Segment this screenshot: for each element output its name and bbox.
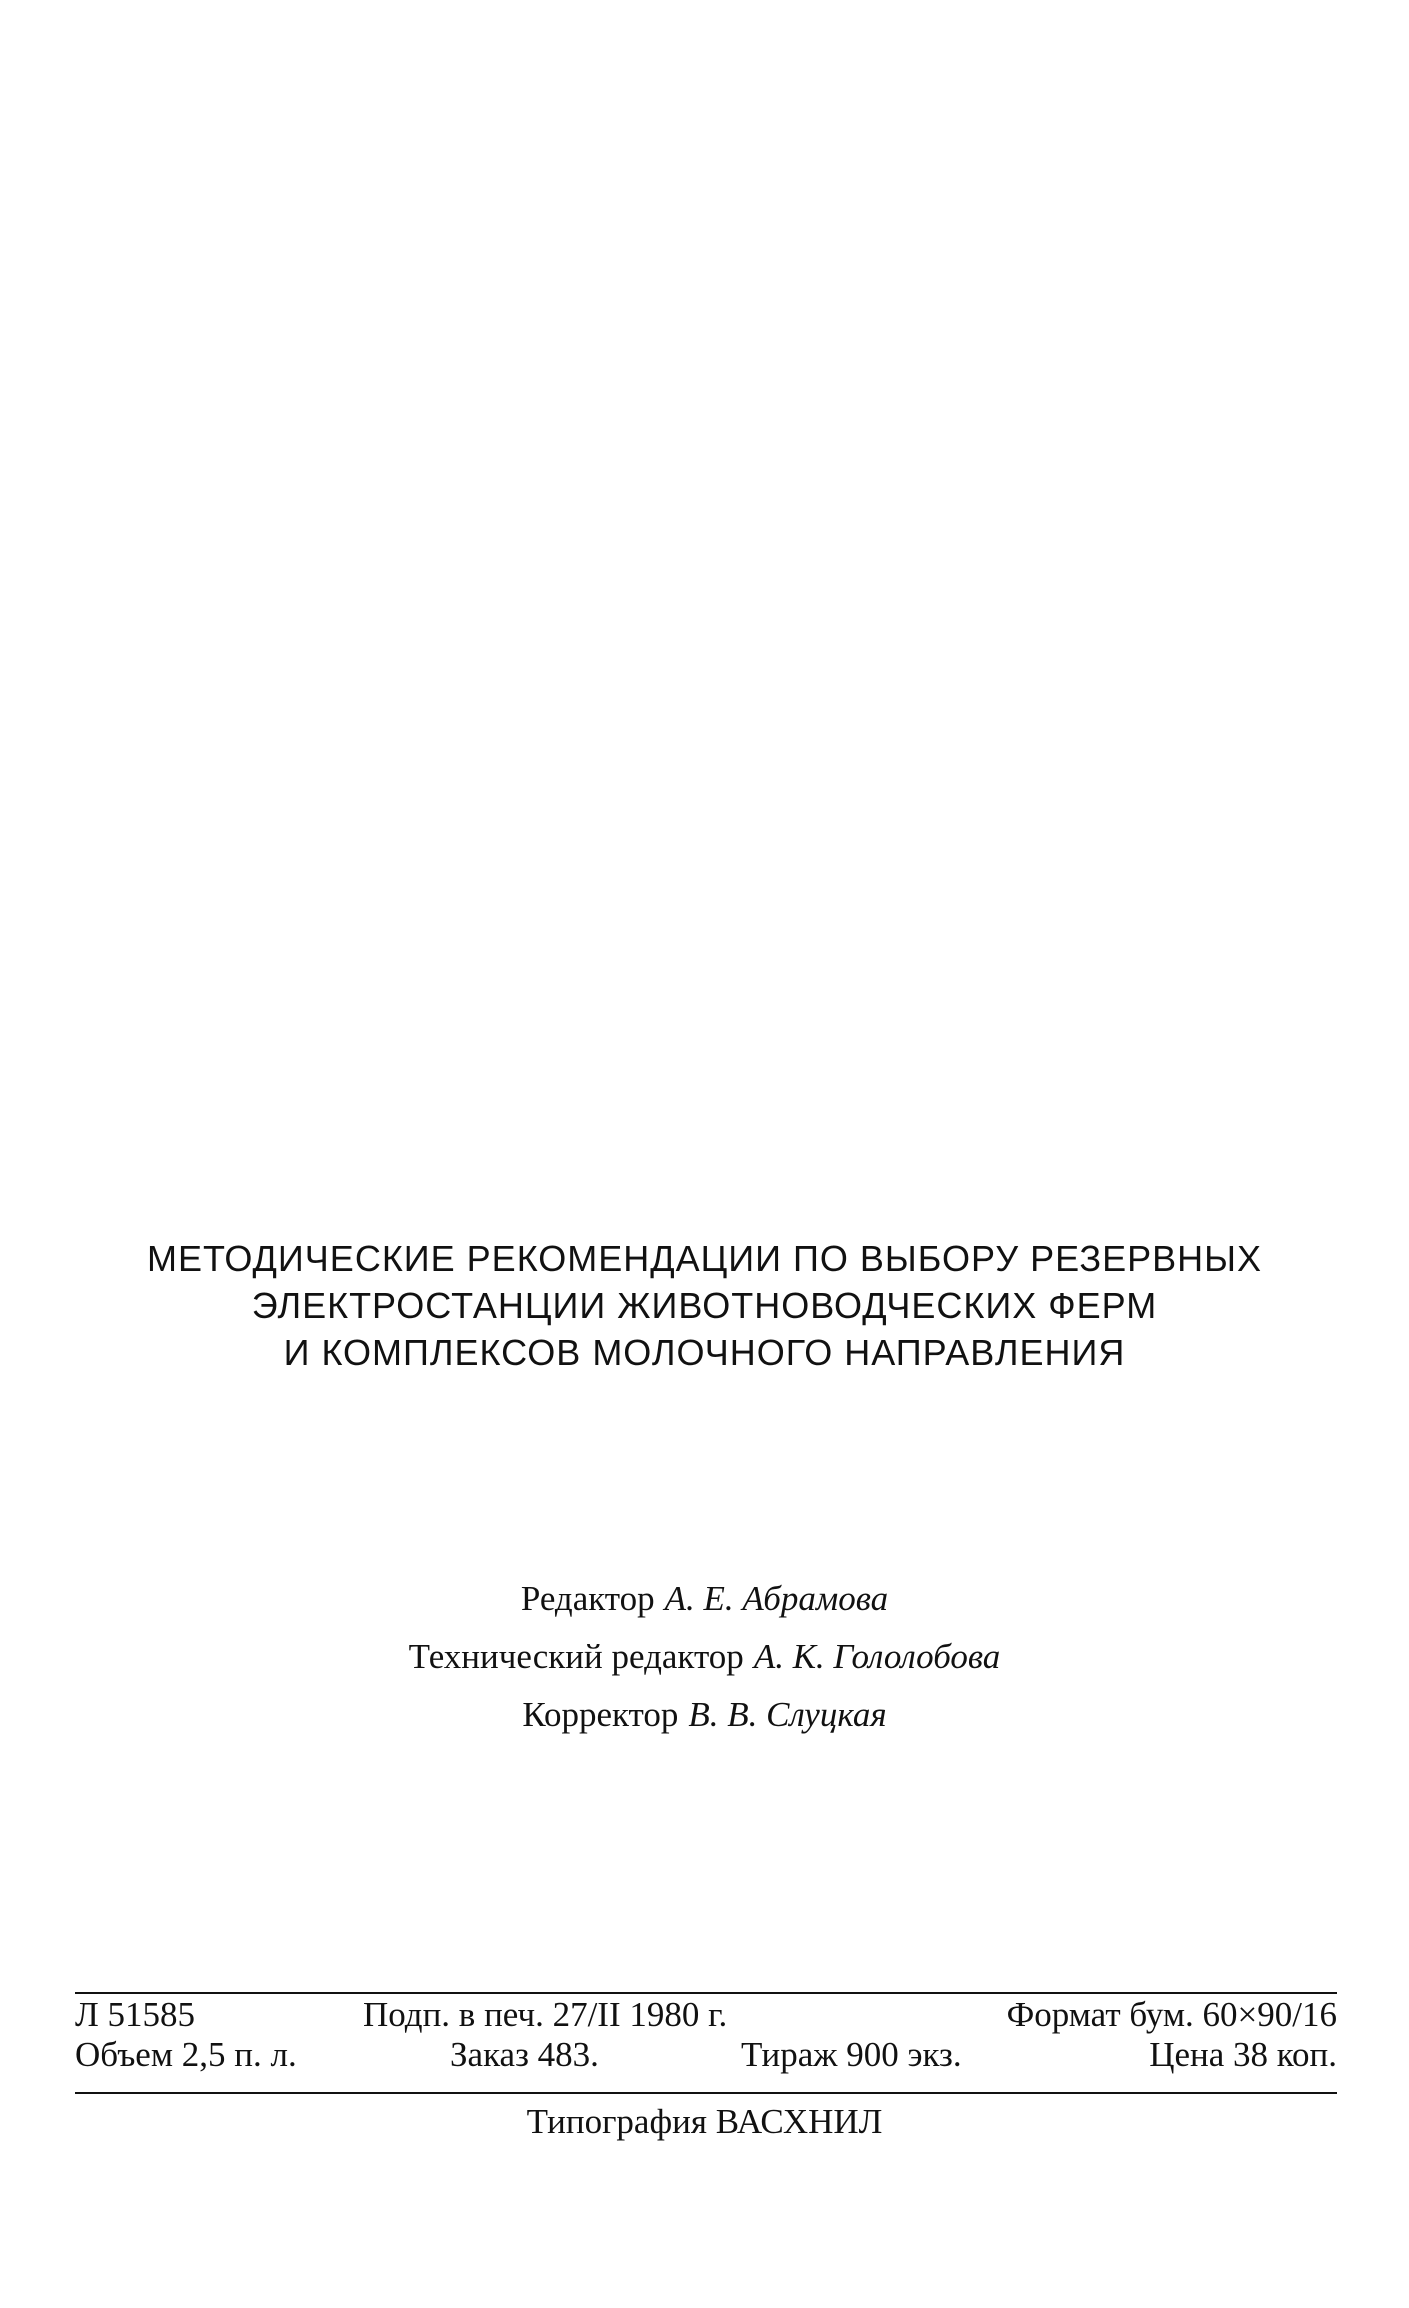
credit-role-editor: Редактор — [520, 1579, 655, 1618]
credit-proofreader — [0, 1686, 1409, 1744]
title-line-2: ЭЛЕКТРОСТАНЦИИ ЖИВОТНОВОДЧЕСКИХ ФЕРМ — [251, 1285, 1158, 1326]
credit-role-proofreader: Корректор — [522, 1695, 679, 1734]
credit-name-proofreader: В. В. Слуцкая — [688, 1695, 887, 1734]
imprint-signed-date: Подп. в печ. 27/II 1980 г. — [363, 1995, 728, 2034]
imprint-bottom-rule — [75, 2092, 1337, 2094]
imprint-top-rule — [75, 1992, 1337, 1994]
credit-technical-editor — [0, 1628, 1409, 1686]
credits-block — [0, 1570, 1409, 1744]
credit-role-technical-editor: Технический редактор — [408, 1637, 744, 1676]
credit-editor — [0, 1570, 1409, 1628]
imprint-print-run: Тираж 900 экз. — [741, 2035, 962, 2074]
title-line-3: И КОМПЛЕКСОВ МОЛОЧНОГО НАПРАВЛЕНИЯ — [283, 1332, 1126, 1373]
imprint-paper-format: Формат бум. 60×90/16 — [1006, 1995, 1337, 2034]
imprint-price: Цена 38 коп. — [1149, 2035, 1337, 2074]
credit-name-editor: А. Е. Абрамова — [664, 1579, 889, 1618]
title-line-1: МЕТОДИЧЕСКИЕ РЕКОМЕНДАЦИИ ПО ВЫБОРУ РЕЗЕРВНЫХ — [146, 1238, 1263, 1279]
imprint-order: Заказ 483. — [450, 2035, 599, 2074]
imprint-code: Л 51585 — [75, 1995, 195, 2034]
credit-name-technical-editor: А. К. Гололобова — [753, 1637, 1001, 1676]
printer-name: Типография ВАСХНИЛ — [526, 2102, 883, 2141]
document-title — [0, 1235, 1409, 1376]
imprint-volume: Объем 2,5 п. л. — [75, 2035, 297, 2074]
